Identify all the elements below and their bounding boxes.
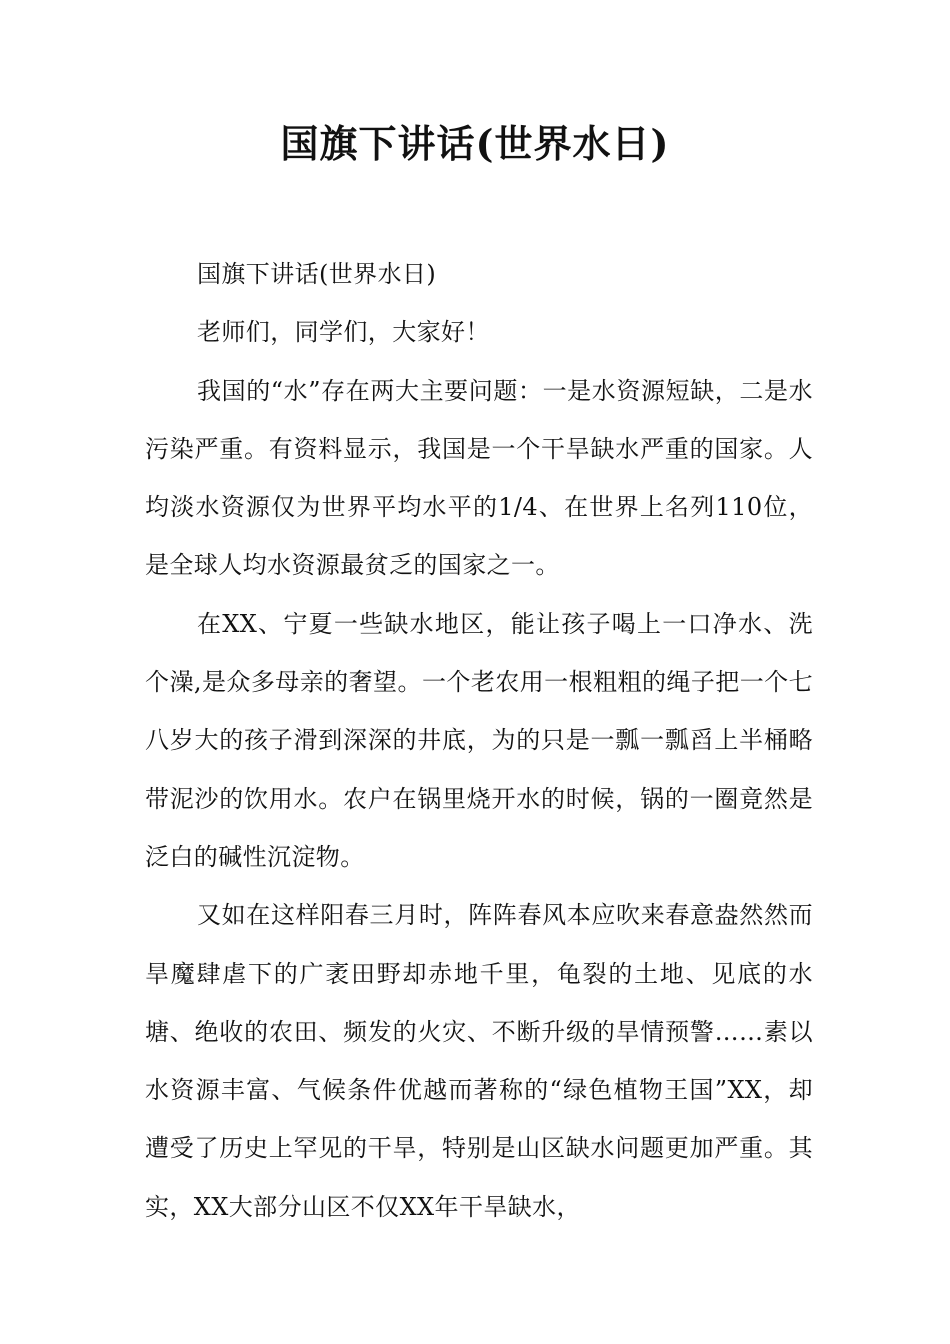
document-title: 国旗下讲话(世界水日) — [280, 121, 670, 166]
paragraph-water-problems: 我国的“水”存在两大主要问题：一是水资源短缺，二是水污染严重。有资料显示，我国是一个干旱缺水严重的国家。人均淡水资源仅为世界平均水平的1/4、在世界上名列110位，是全球人均水资源最贫乏的国家之一。 — [145, 376, 813, 580]
paragraph-drought: 又如在这样阳春三月时，阵阵春风本应吹来春意盎然然而旱魔肆虐下的广袤田野却赤地千里，龟裂的土地、见底的水塘、绝收的农田、频发的火灾、不断升级的旱情预警……素以水资源丰富、气候条件优越而著称的“绿色植物王国”XX，却遭受了历史上罕见的干旱，特别是山区缺水问题更加严重。其实，XX大部分山区不仅XX年干旱缺水， — [145, 901, 813, 1221]
paragraph-subtitle: 国旗下讲话(世界水日) — [197, 260, 437, 288]
paragraph-greeting: 老师们，同学们，大家好！ — [197, 318, 490, 347]
document-body — [145, 245, 813, 1236]
paragraph-water-shortage-example: 在XX、宁夏一些缺水地区，能让孩子喝上一口净水、洗个澡,是众多母亲的奢望。一个老农用一根粗粗的绳子把一个七八岁大的孩子滑到深深的井底，为的只是一瓢一瓢舀上半桶略带泥沙的饮用水。农户在锅里烧开水的时候，锅的一圈竟然是泛白的碱性沉淀物。 — [145, 609, 813, 871]
